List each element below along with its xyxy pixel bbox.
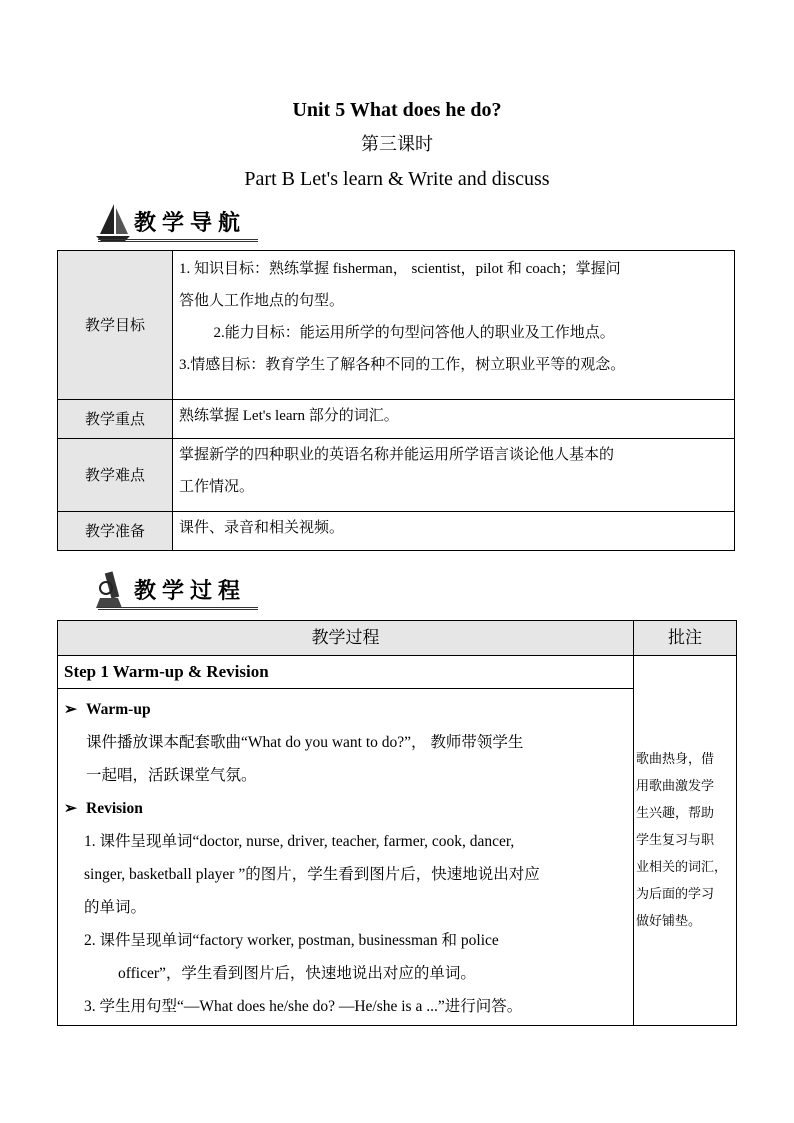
content-line: 课件播放课本配套歌曲“What do you want to do?”， 教师带领学生 <box>86 734 524 751</box>
warmup-bullet <box>64 693 627 726</box>
row-content <box>173 251 735 400</box>
sailboat-icon <box>92 200 132 244</box>
row-label: 教学目标 <box>58 251 173 400</box>
objectives-table <box>57 250 735 551</box>
process-section-header <box>92 568 282 612</box>
row-label: 教学重点 <box>58 400 173 439</box>
content-line: officer”，学生看到图片后，快速地说出对应的单词。 <box>118 965 476 982</box>
revision-bullet <box>64 792 627 825</box>
content-line: singer, basketball player ”的图片，学生看到图片后，快速地说出对应 <box>84 866 540 883</box>
step-title: Step 1 Warm-up & Revision <box>58 656 634 689</box>
notes-column-header: 批注 <box>634 621 737 656</box>
content-line: 熟练掌握 Let's learn 部分的词汇。 <box>179 408 399 424</box>
note-line: 用歌曲激发学 <box>636 779 715 794</box>
table-row <box>58 439 735 512</box>
document-title: Unit 5 What does he do? <box>292 99 502 121</box>
notes-cell <box>634 656 737 1026</box>
table-row <box>58 656 737 689</box>
note-line: 学生复习与职 <box>636 833 715 848</box>
table-header-row <box>58 621 737 656</box>
step-body <box>58 689 634 1026</box>
content-line: 3.情感目标：教育学生了解各种不同的工作，树立职业平等的观念。 <box>179 357 626 373</box>
row-label: 教学准备 <box>58 512 173 551</box>
row-content <box>173 400 735 439</box>
nav-section-underline <box>98 239 258 242</box>
content-line: 1. 课件呈现单词“doctor, nurse, driver, teacher, farmer, cook, dancer, <box>84 833 515 850</box>
content-line: 2. 课件呈现单词“factory worker, postman, businessman 和 police <box>84 932 499 949</box>
bullet-label: Revision <box>86 800 143 817</box>
process-column-header: 教学过程 <box>58 621 634 656</box>
bullet-label: Warm-up <box>86 701 151 718</box>
content-line: 一起唱，活跃课堂气氛。 <box>86 767 257 784</box>
process-section-underline <box>98 607 258 610</box>
nav-section-title: 教学导航 <box>134 211 247 236</box>
note-line: 业相关的词汇， <box>636 860 728 875</box>
content-line: 工作情况。 <box>179 479 255 495</box>
title-block <box>0 96 794 196</box>
row-content <box>173 439 735 512</box>
part-title: Part B Let's learn & Write and discuss <box>244 168 550 190</box>
content-line: 的单词。 <box>84 899 147 916</box>
note-line: 为后面的学习 <box>636 887 715 902</box>
nav-section-header <box>92 200 282 244</box>
note-line: 歌曲热身，借 <box>636 752 715 767</box>
content-line: 掌握新学的四种职业的英语名称并能运用所学语言谈论他人基本的 <box>179 447 615 463</box>
process-section-title: 教学过程 <box>134 579 247 604</box>
process-table <box>57 620 737 1026</box>
content-line: 3. 学生用句型“—What does he/she do? —He/she is a ...”进行问答。 <box>84 998 523 1015</box>
content-line: 答他人工作地点的句型。 <box>179 293 345 309</box>
table-row <box>58 512 735 551</box>
table-row <box>58 400 735 439</box>
arrow-bullet-icon: ➢ <box>64 800 77 817</box>
content-line: 1. 知识目标：熟练掌握 fisherman， scientist，pilot 和 coach；掌握问 <box>179 261 621 277</box>
content-line: 课件、录音和相关视频。 <box>179 520 345 536</box>
lesson-label: 第三课时 <box>361 134 433 155</box>
arrow-bullet-icon: ➢ <box>64 701 77 718</box>
note-line: 生兴趣，帮助 <box>636 806 715 821</box>
content-line: 2.能力目标：能运用所学的句型问答他人的职业及工作地点。 <box>213 325 615 341</box>
pencil-figure-icon <box>92 568 132 612</box>
row-label: 教学难点 <box>58 439 173 512</box>
note-line: 做好铺垫。 <box>636 914 702 929</box>
row-content <box>173 512 735 551</box>
table-row <box>58 251 735 400</box>
